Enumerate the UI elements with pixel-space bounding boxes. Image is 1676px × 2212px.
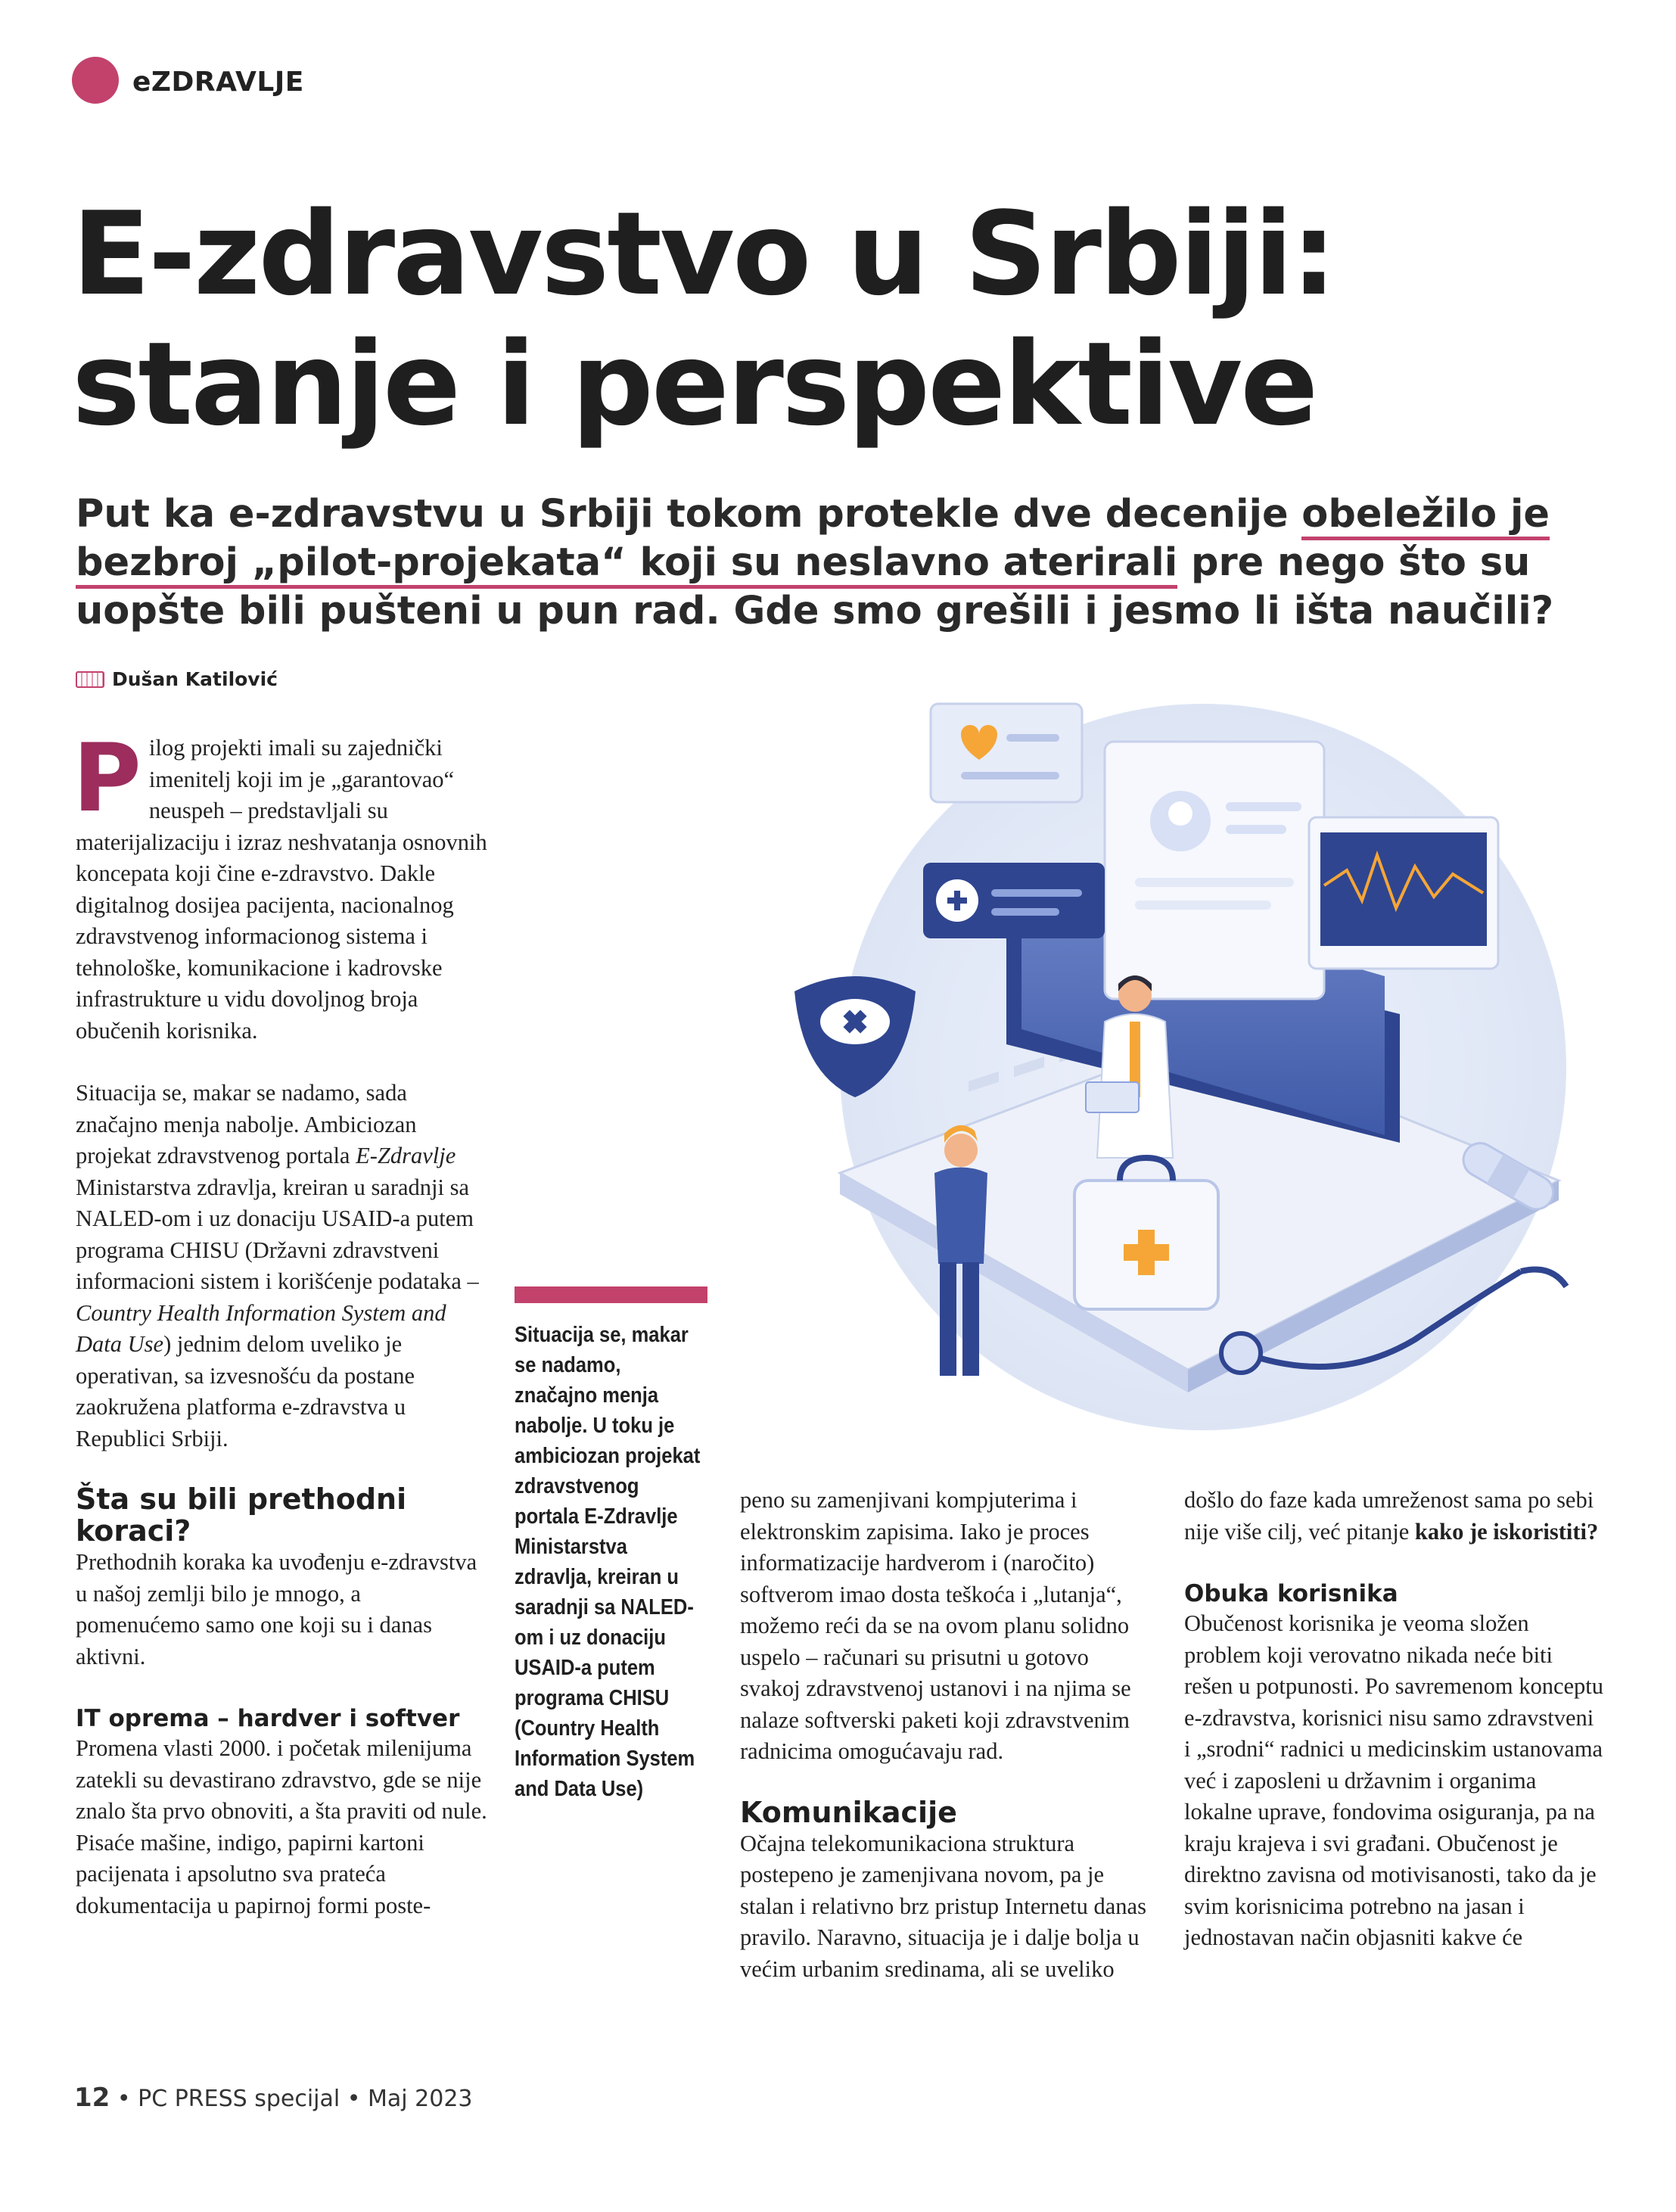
heading-communications: Komunikacije (740, 1795, 957, 1829)
column-1 (73, 724, 488, 1921)
col4-p1-text: došlo do faze kada umreženost sama po sebi nije više cilj, već pitanje (1184, 1487, 1594, 1545)
pull-quote-text: Situacija se, makar se nadamo, značajno menja nabolje. U toku je ambiciozan projekat zdravstvenog portala E-Zdravlje Ministarstva zdravlja, kreiran u saradnji sa NALED-om i uz donaciju USAID-a putem programa CHISU (Country Health Information System and Data Use) (515, 1323, 701, 1801)
lead-highlight-2: bezbroj „pilot-projekata“ koji su neslavno aterirali (76, 540, 1177, 589)
column-4 (1184, 1485, 1604, 1954)
medical-cross-card-icon (923, 863, 1105, 938)
title-line-1: E-zdravstvo u Srbiji: (72, 187, 1335, 321)
col4-p1-bold: kako je iskoristiti? (1414, 1518, 1599, 1545)
col1-p2-italic-d: Country Health Information System and Data Use (76, 1299, 446, 1357)
pull-quote-bar (515, 1286, 707, 1303)
heart-card-icon (931, 704, 1082, 802)
article-title (72, 189, 1623, 450)
col3-paragraph-2: Očajna telekomunikaciona struktura postepeno je zamenjivana novom, pa je stalan i relativno brz pristup Internetu danas pravilo. Naravno, situacija je i dalje bolja u većim urbanim sredinama, ali se uveliko (740, 1830, 1146, 1982)
col4-paragraph-2: Obučenost korisnika je veoma složen problem koji verovatno nikada neće biti rešen u potpunosti. Po savremenom konceptu e-zdravstva, korisnici nisu samo zdravstveni i „srodni“ radnici u medicinskim ustanovama već i zaposleni u državnim i organima lokalne uprave, fondovima osiguranja, pa na kraju krajeva i svi građani. Obučenost je direktno zavisna od motivisanosti, tako da je svim korisnicima potrebno na jasan i jednostavan način objasniti kakve će (1184, 1610, 1603, 1950)
heading-previous-steps: Šta su bili prethodni koraci? (76, 1482, 407, 1548)
col1-p2-text-a: Situacija se, makar se nadamo, sada značajno menja nabolje. Ambiciozan projekat zdravstvenog portala (76, 1080, 417, 1168)
heading-user-training: Obuka korisnika (1184, 1580, 1398, 1607)
page-number: 12 (74, 2083, 110, 2113)
page-footer (74, 2083, 473, 2113)
footer-sep-2: • (347, 2086, 361, 2112)
col4-paragraph-1 (1184, 1485, 1604, 1548)
patient-card-icon (1105, 742, 1324, 999)
section-dot (72, 57, 119, 104)
heart-rate-monitor-icon (1309, 817, 1498, 969)
col1-paragraph-3: Prethodnih koraka ka uvođenju e-zdravstva u našoj zemlji bilo je mnogo, a pomenućemo samo one koji su i danas aktivni. (76, 1549, 477, 1669)
lead-part-2: pre nego što su uopšte bili pušteni u pun rad. Gde smo grešili i jesmo li išta naučili? (76, 540, 1554, 633)
article-lead (76, 490, 1650, 636)
col1-paragraph-4: Promena vlasti 2000. i početak milenijuma zatekli su devastirano zdravstvo, gde se nije znalo šta prvo obnoviti, a šta praviti od nule. Pisaće mašine, indigo, papirni kartoni pacijenata i apsolutno sva prateća dokumentacija u papirnoj formi poste- (76, 1735, 487, 1918)
column-3 (740, 1485, 1152, 1985)
col3-paragraph-1: peno su zamenjivani kompjuterima i elektronskim zapisima. Iako je proces informatizacije hardverom i (naročito) softverom imao dosta teškoća i „lutanja“, možemo reći da se na ovom planu solidno uspelo – računari su prisutni u gotovo svakoj zdravstvenoj ustanovi i na njima se nalaze softverski paketi koji zdravstvenim radnicima omogućavaju rad. (740, 1487, 1131, 1764)
col1-paragraph-2 (76, 1078, 488, 1454)
first-aid-kit-icon (1074, 1158, 1218, 1309)
author-name: Dušan Katilović (112, 668, 278, 690)
col1-p2-text-c: Ministarstva zdravlja, kreiran u saradnji sa NALED-om i uz donaciju USAID-a putem programa CHISU (Državni zdravstveni informacioni sistem i korišćenje podataka – (76, 1174, 479, 1294)
lead-highlight-1: obeležilo je (1301, 492, 1550, 540)
section-label: eZDRAVLJE (132, 67, 304, 98)
col1-p2-text-e: ) jednim delom uveliko je operativan, sa izvesnošću da postane zaokružena platforma e-zdravstva u Republici Srbiji. (76, 1331, 415, 1451)
heading-it-equipment: IT oprema – hardver i softver (76, 1705, 460, 1732)
lead-part-1: Put ka e-zdravstvu u Srbiji tokom protekle dve decenije (76, 492, 1302, 537)
ehealth-illustration (779, 689, 1627, 1430)
byline (76, 668, 278, 690)
keyboard-icon (76, 671, 104, 688)
col1-p2-italic-b: E-Zdravlje (356, 1143, 456, 1168)
publication-name: PC PRESS specijal (138, 2086, 340, 2112)
pull-quote (515, 1286, 707, 1804)
issue-date: Maj 2023 (368, 2086, 473, 2112)
drop-cap: P (73, 724, 141, 833)
title-line-2: stanje i perspektive (72, 317, 1317, 451)
col1-paragraph-1: ilog projekti imali su zajednički imenitelj koji im je „garantovao“ neuspeh – predstavljali su materijalizaciju i izraz neshvatanja osnovnih koncepata koji čine e-zdravstvo. Dakle digitalnog dosijea pacijenta, nacionalnog zdravstvenog informacionog sistema i tehnološke, komunikacione i kadrovske infrastrukture u vidu dovoljnog broja obučenih korisnika. (76, 735, 487, 1044)
footer-sep-1: • (117, 2086, 131, 2112)
